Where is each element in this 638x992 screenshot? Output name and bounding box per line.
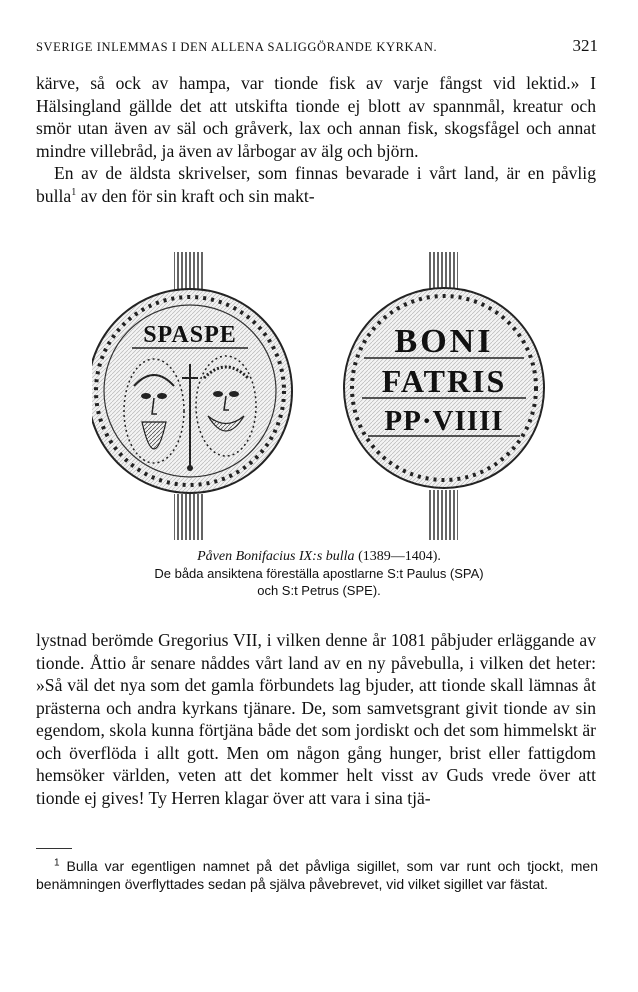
page-number: 321 [572, 36, 598, 55]
footnote-marker: 1 [54, 857, 60, 869]
caption-line-3: och S:t Petrus (SPE). [257, 583, 381, 598]
cord-top-right [428, 252, 458, 292]
paragraph-2-start: En av de äldsta skrivelser, som finnas bevarade i vårt land, är en påvlig bulla [36, 163, 596, 206]
caption-date: (1389—1404). [354, 549, 441, 564]
footnote [36, 858, 598, 893]
right-seal-line-1: BONI [394, 323, 494, 360]
text-block-top [36, 72, 596, 207]
text-block-bottom [36, 629, 596, 809]
footnote-reference: 1 [71, 186, 77, 198]
caption-line-2: De båda ansiktena föreställa apostlarne S:t Paulus (SPA) [154, 566, 484, 581]
right-seal-line-3: PP·VIIII [384, 405, 504, 437]
left-seal [92, 252, 292, 540]
cord-bottom-left [174, 494, 204, 540]
paragraph-1: kärve, så ock av hampa, var tionde fisk av varje fångst vid lektid.» I Hälsingland gällde det att utskifta tionde ej blott av spannmål, kreatur och smör utan även av säl och gråverk, lax och annan fisk, skogsfågel och annat mindre villebråd, ja även av lårbogar av älg och björn. [36, 73, 596, 161]
right-seal-line-2: FATRIS [381, 363, 507, 399]
cord-bottom-right [428, 490, 458, 540]
caption-title: Påven Bonifacius IX:s bulla [197, 549, 355, 564]
paragraph-3: lystnad berömde Gregorius VII, i vilken denne år 1081 påbjuder erläggande av tionde. Åttio år senare nåddes vårt land av en ny påvebulla, i vilken det heter: »Så väl det nya som det gamla förbundets lag bjuder, att tionde skall lämnas åt prästerna och andra kyrkans tjänare. De, som samvetsgrant givit tionde av sin egendom, skola kunna förtjäna både det som jordiskt och det som himmelskt är och överflöda i allt gott. Men om någon gång hunger, brist eller fattigdom hemsöker världen, veten att det kommer helt visst av Guds vrede över att tionde ej gives! Ty Herren klagar över att vara i sina tjä- [36, 630, 596, 808]
paragraph-2-end: av den för sin kraft och sin makt- [76, 185, 315, 206]
running-head: SVERIGE INLEMMAS I DEN ALLENA SALIGGÖRANDE KYRKAN. [36, 40, 438, 54]
paragraph-2 [36, 162, 596, 207]
footnote-rule [36, 848, 72, 849]
left-seal-legend: SPASPE [143, 322, 237, 348]
caption-line-1 [36, 547, 602, 565]
papal-bulla-illustration [92, 246, 552, 546]
page-header [36, 36, 598, 58]
footnote-text: Bulla var egentligen namnet på det påvliga sigillet, som var runt och tjockt, men benämningen överflyttades sedan på själva påvebrevet, vid vilket sigillet var fästat. [36, 858, 598, 892]
right-seal [344, 252, 544, 540]
figure-caption [36, 547, 602, 599]
cord-top-left [174, 252, 204, 292]
